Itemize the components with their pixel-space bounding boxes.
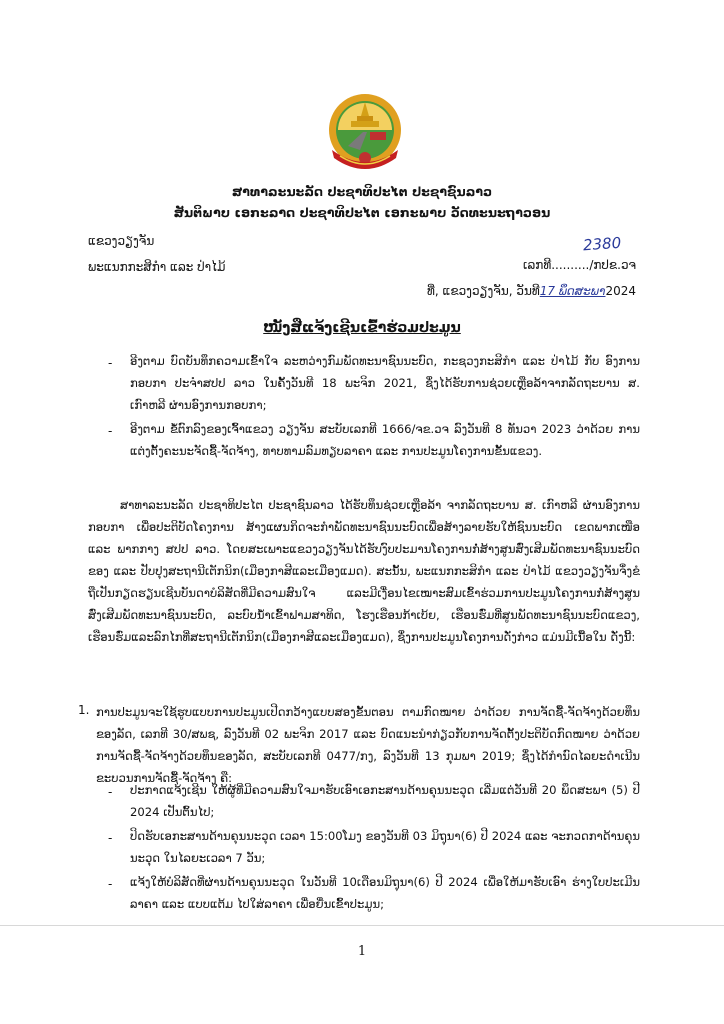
reference-number-line: ເລກທີ........../ກປຂ.ວຈ (523, 258, 637, 272)
document-title: ໜັງສືແຈ້ງເຊີນເຂົ້າຮ່ວມປະມູນ (263, 320, 461, 336)
sub-dash-1: - (108, 785, 113, 799)
reference-dash-1: - (108, 356, 113, 370)
national-emblem (326, 88, 404, 170)
sender-province: ແຂວງວຽງຈັນ (88, 234, 155, 248)
reference-dash-2: - (108, 424, 113, 438)
handwritten-date: 17 ພຶດສະພາ (539, 284, 606, 298)
page-divider (0, 925, 724, 926)
date-prefix: ທີ່, ແຂວງວຽງຈັນ, ວັນທີ (427, 284, 540, 298)
sender-department: ພະແນກກະສິກຳ ແລະ ປ່າໄມ້ (88, 260, 226, 274)
sub-dash-3: - (108, 877, 113, 891)
country-name-header: ສາທາລະນະລັດ ປະຊາທິປະໄຕ ປະຊາຊົນລາວ (231, 184, 493, 199)
sub-item-2: ປິດຮັບເອກະສານດ້ານຄຸນນະວຸດ ເວລາ 15:00ໂມງ ຂອງວັນທີ 03 ມິຖຸນາ(6) ປີ 2024 ແລະ ຈະກວດກາດ້ານຄຸນນະວຸດ ໃນໄລຍະເວລາ 7 ວັນ; (130, 829, 640, 865)
body-paragraph: ສາທາລະນະລັດ ປະຊາທິປະໄຕ ປະຊາຊົນລາວ ໄດ້ຮັບທຶນຊ່ວຍເຫຼືອລ້າ ຈາກລັດຖະບານ ສ. ເກົາຫລີ ຜ່ານອົງການກອບກາ ເພື່ອປະຕິບັດໂຄງການ ສ້າງແຜນກິດຈະກຳພັດທະນາຊົນນະບົດເພື່ອສ້າງລາຍຮັບໃຫ້ຊົນນະບົດ ເຂດພາກເໜືອ ແລະ ພາກກາງ ສປປ ລາວ. ໂດຍສະເພາະແຂວງວຽງຈັນໄດ້ຮັບງົບປະມານໂຄງການກໍ່ສ້າງສູນສົ່ງເສີມພັດທະນາຊົນນະບົດຂອງ ແລະ ປັບປຸງສະຖານີເຕັກນິກ(ເມືອງກາສີແລະເມືອງແມດ). ສະນັ້ນ, ພະແນກກະສິກຳ ແລະ ປ່າໄມ້ ແຂວງວຽງຈັນຈຶ່ງຂໍຖືເປັນກຽດຮຽນເຊີນບັນດາບໍລິສັດທີ່ມີຄວາມສົນໃຈ ແລະມີເງື່ອນໄຂເໝາະສົມເຂົ້າຮ່ວມການປະມູນໂຄງການກໍ່ສ້າງສູນສົ່ງເສີມພັດທະນາຊົນນະບົດ, ລະບົບນ້ຳເຂົ້າຟາມສາທິດ, ໂຮງເຮືອນກ້າເບ້ຍ, ເຮືອນຮົ່ມທີ່ສູນພັດທະນາຊົນນະບົດແຂວງ, ເຮືອນຮົ່ມແລະລົກໄກທີ່ສະຖານີເຕັກນິກ(ເມືອງກາສີແລະເມືອງແມດ), ຊຶ່ງການປະມູນໂຄງການດັ່ງກ່າວ ແມ່ນມີເນື້ອໃນ ດັ່ງນີ້: (88, 498, 640, 644)
national-motto-header: ສັນຕິພາບ ເອກະລາດ ປະຊາທິປະໄຕ ເອກະພາບ ວັດທະນະຖາວອນ (173, 205, 551, 220)
item-number: 1. (78, 703, 90, 717)
sub-item-3: ແຈ້ງໃຫ້ບໍລິສັດທີ່ຜ່ານດ້ານຄຸນນະວຸດ ໃນວັນທີ 10ເດືອນມິຖຸນາ(6) ປີ 2024 ເພື່ອໃຫ້ມາຮັບເອົາ ຮ່າງໃບປະເມີນລາຄາ ແລະ ແບບແຕ້ມ ໄປໃສ່ລາຄາ ເພື່ອຍື່ນເຂົ້າປະມູນ; (130, 875, 640, 911)
reference-item-1: ອີງຕາມ ບົດບັນທຶກຄວາມເຂົ້າໃຈ ລະຫວ່າງກົມພັດທະນາຊົນນະບົດ, ກະຊວງກະສິກຳ ແລະ ປ່າໄມ້ ກັບ ອົງການກອບກາ ປະຈຳສປປ ລາວ ໃນຄັ້ງວັນທີ 18 ພະຈິກ 2021, ຊຶ່ງໄດ້ຮັບການຊ່ວຍເຫຼືອລ້າຈາກລັດຖະບານ ສ. ເກົາຫລີ ຜ່ານອົງການກອບກາ; (130, 354, 640, 412)
numbered-item-1: ການປະມູນຈະໃຊ້ຮູບແບບການປະມູນເປີດກວ້າງແບບສອງຂັ້ນຕອນ ຕາມກົດໝາຍ ວ່າດ້ວຍ ການຈັດຊື້-ຈັດຈ້າງດ້ວຍທຶນຂອງລັດ, ເລກທີ 30/ສພຊ, ລົງວັນທີ 02 ພະຈິກ 2017 ແລະ ບົດແນະນຳກ່ຽວກັບການຈັດຕັ້ງປະຕິບັດກົດໝາຍ ວ່າດ້ວຍ ການຈັດຊື້-ຈັດຈ້າງດ້ວຍທຶນຂອງລັດ, ສະບັບເລກທີ 0477/ກງ, ລົງວັນທີ 13 ກຸມພາ 2019; ຊຶ່ງໄດ້ກຳນົດໄລຍະດຳເນີນຂະບວນການຈັດຊື້-ຈັດຈ້າງ ຄື: (96, 705, 640, 785)
reference-item-2: ອີງຕາມ ຂໍ້ຕົກລົງຂອງເຈົ້າແຂວງ ວຽງຈັນ ສະບັບເລກທີ 1666/ຈຂ.ວຈ ລົງວັນທີ 8 ທັນວາ 2023 ວ່າດ້ວຍ ການແຕ່ງຕັ້ງຄະນະຈັດຊື້-ຈັດຈ້າງ, ທາບທາມລົມທຽບລາຄາ ແລະ ການປະມູນໂຄງການຂັ້ນແຂວງ. (130, 422, 640, 458)
date-line (427, 284, 636, 298)
handwritten-reference-number: 2380 (582, 233, 622, 255)
sub-item-1: ປະກາດແຈ້ງເຊີນ ໃຫ້ຜູ້ທີ່ມີຄວາມສົນໃຈມາຮັບເອົາເອກະສານດ້ານຄຸນນະວຸດ ເລີ່ມແຕ່ວັນທີ 20 ພຶດສະພາ (5) ປີ 2024 ເປັນຕົ້ນໄປ; (130, 783, 640, 819)
page-number: 1 (357, 944, 367, 959)
sub-dash-2: - (108, 831, 113, 845)
date-year: 2024 (605, 284, 637, 298)
